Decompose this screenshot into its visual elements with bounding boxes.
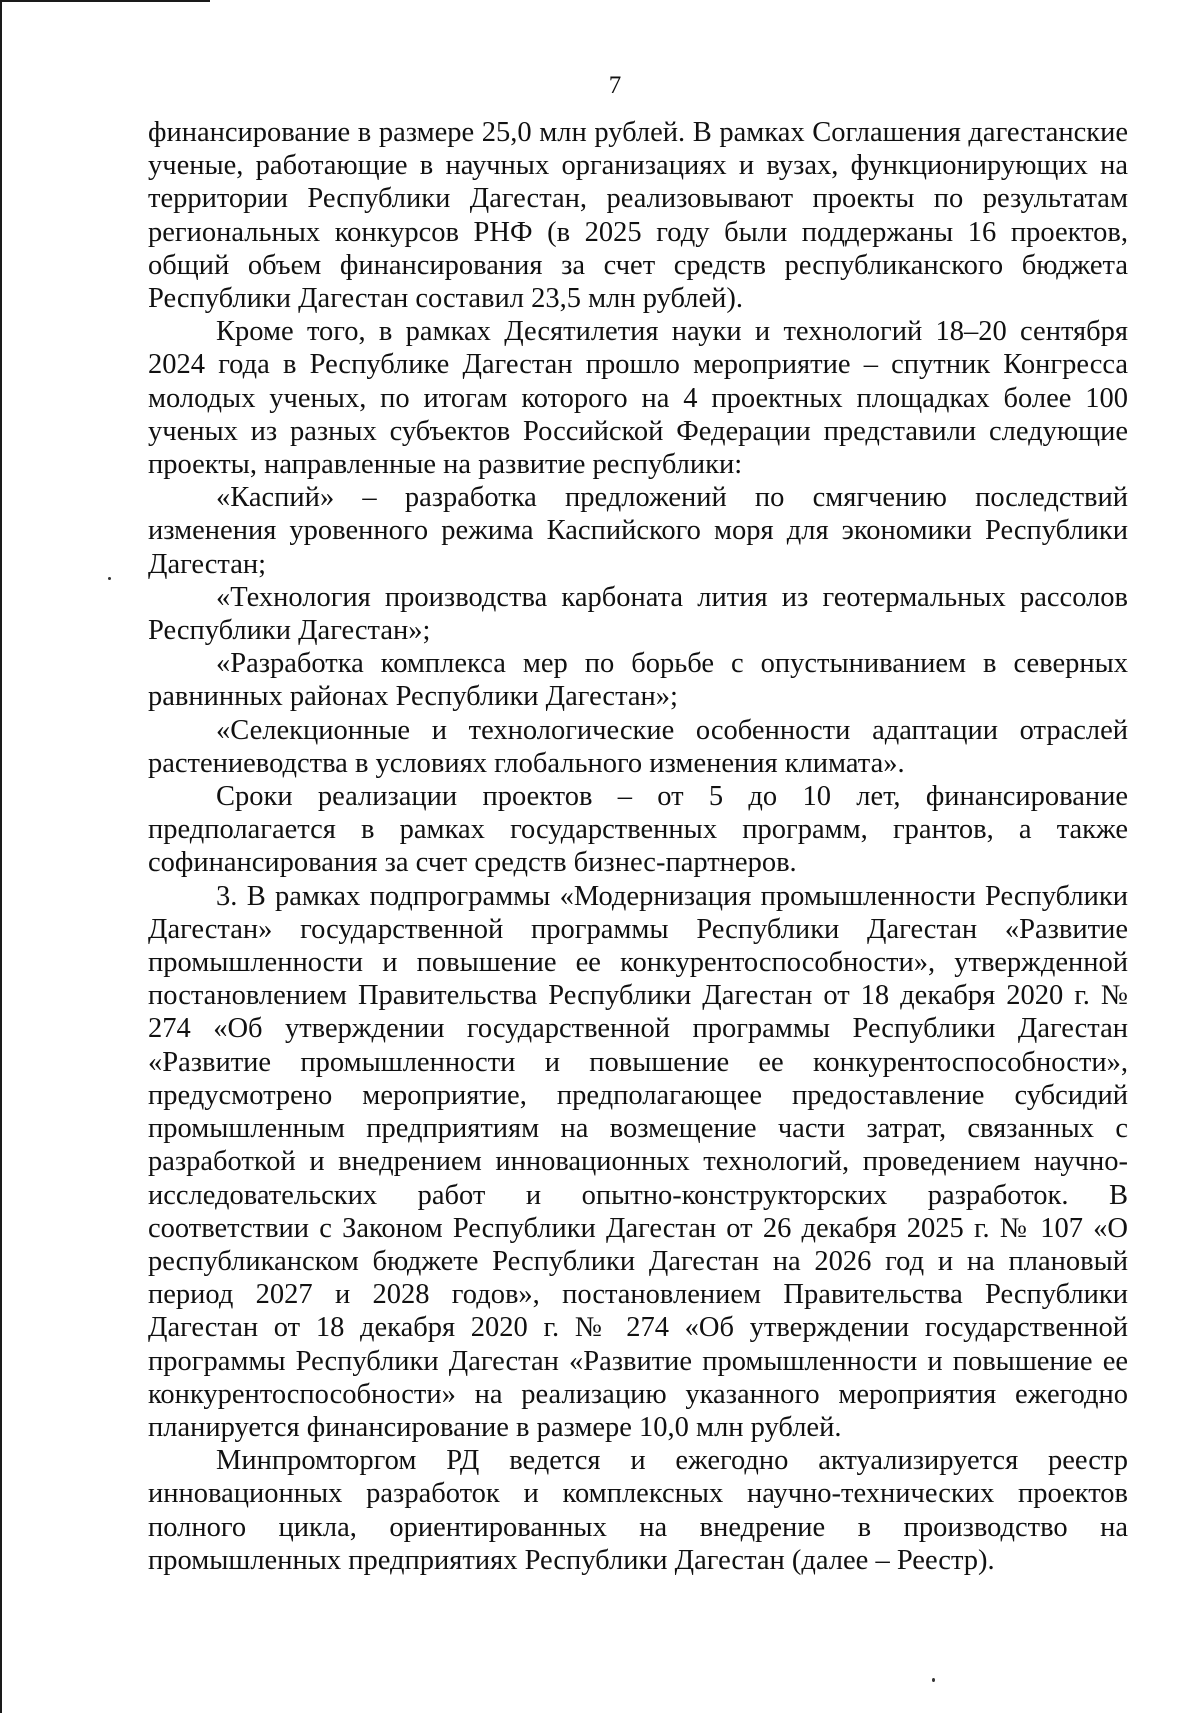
- paragraph-2: Кроме того, в рамках Десятилетия науки и технологий 18–20 сентября 2024 года в Республике Дагестан прошло мероприятие – спутник Конгресса молодых ученых, по итогам которого на 4 проектных площадках более 100 ученых из разных субъектов Российской Федерации представили следующие проекты, направленные на развитие республики:: [148, 316, 1128, 481]
- paragraph-registry: Минпромторгом РД ведется и ежегодно актуализируется реестр инновационных разработок и комплексных научно-технических проектов полного цикла, ориентированных на внедрение в производство на промышленных предприятиях Республики Дагестан (далее – Реестр).: [148, 1445, 1128, 1576]
- paragraph-subprogram: 3. В рамках подпрограммы «Модернизация промышленности Республики Дагестан» государственной программы Республики Дагестан «Развитие промышленности и повышение ее конкурентоспособности», утвержденной постановлением Правительства Республики Дагестан от 18 декабря 2020 г. № 274 «Об утверждении государственной программы Республики Дагестан «Развитие промышленности и повышение ее конкурентоспособности», предусмотрено мероприятие, предполагающее предоставление субсидий промышленным предприятиям на возмещение части затрат, связанных с разработкой и внедрением инновационных технологий, проведением научно-исследовательских работ и опытно-конструкторских разработок. В соответствии с Законом Республики Дагестан от 26 декабря 2025 г. № 107 «О республиканском бюджете Республики Дагестан на 2026 год и на плановый период 2027 и 2028 годов», постановлением Правительства Республики Дагестан от 18 декабря 2020 г. № 274 «Об утверждении государственной программы Республики Дагестан «Развитие промышленности и повышение ее конкурентоспособности» на реализацию указанного мероприятия ежегодно планируется финансирование в размере 10,0 млн рублей.: [148, 880, 1128, 1443]
- project-item-caspian: «Каспий» – разработка предложений по смягчению последствий изменения уровенного режима Каспийского моря для экономики Республики Дагестан;: [148, 482, 1128, 580]
- scan-border-left: [0, 0, 2, 1713]
- paragraph-terms: Сроки реализации проектов – от 5 до 10 лет, финансирование предполагается в рамках государственных программ, грантов, а также софинансирования за счет средств бизнес-партнеров.: [148, 781, 1128, 879]
- page-number: 7: [608, 72, 622, 99]
- project-item-desertification: «Разработка комплекса мер по борьбе с опустыниванием в северных равнинных районах Республики Дагестан»;: [148, 648, 1128, 713]
- project-item-selection: «Селекционные и технологические особенности адаптации отраслей растениеводства в условиях глобального изменения климата».: [148, 714, 1128, 779]
- document-body: [148, 116, 1128, 1577]
- scan-border-top: [0, 0, 210, 2]
- project-item-lithium: «Технология производства карбоната лития из геотермальных рассолов Республики Дагестан»;: [148, 581, 1128, 647]
- scan-speck: [932, 1678, 935, 1682]
- paragraph-1: финансирование в размере 25,0 млн рублей. В рамках Соглашения дагестанские ученые, работающие в научных организациях и вузах, функционирующих на территории Республики Дагестан, реализовывают проекты по результатам региональных конкурсов РНФ (в 2025 году были поддержаны 16 проектов, общий объем финансирования за счет средств республиканского бюджета Республики Дагестан составил 23,5 млн рублей).: [148, 117, 1128, 315]
- scan-speck: [108, 577, 111, 580]
